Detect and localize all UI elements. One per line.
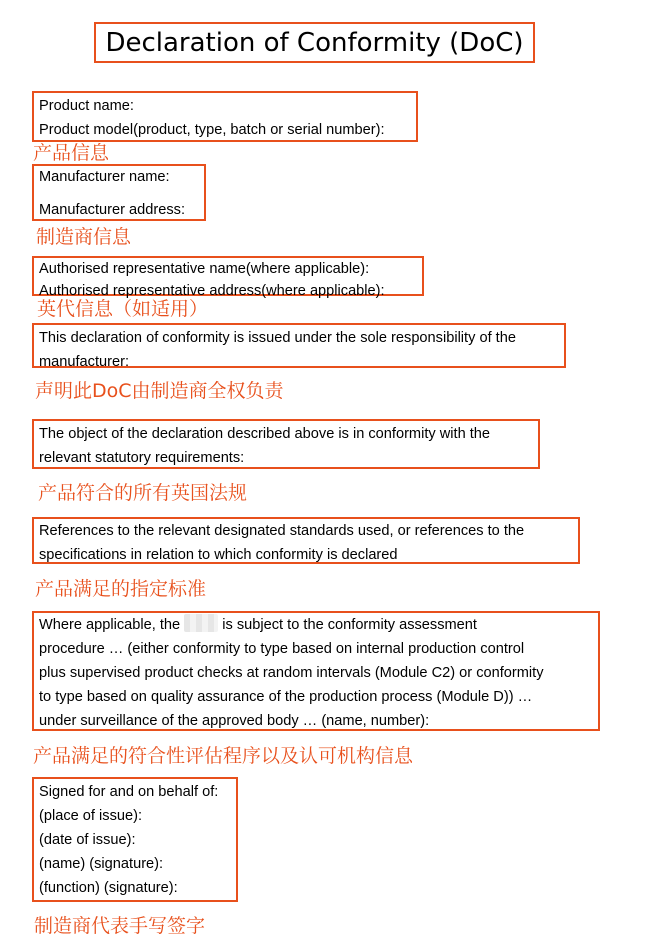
manufacturer-name-label: Manufacturer name: [39, 169, 170, 185]
assessment-line-1-after: is subject to the conformity assessment [222, 617, 477, 633]
signature-box [32, 777, 238, 902]
statutory-line-2: relevant statutory requirements: [39, 450, 245, 466]
standards-line-2: specifications in relation to which conformity is declared [39, 547, 398, 563]
responsibility-box [32, 323, 566, 368]
doc-title: Declaration of Conformity (DoC) [94, 22, 535, 63]
manufacturer-box [32, 164, 206, 221]
assessment-note: 产品满足的符合性评估程序以及认可机构信息 [33, 745, 414, 767]
product-info-box [32, 91, 418, 142]
responsibility-line-2: manufacturer: [39, 354, 130, 370]
signature-note: 制造商代表手写签字 [34, 915, 206, 937]
product-name-label: Product name: [39, 98, 134, 114]
assessment-line-3: plus supervised product checks at random intervals (Module C2) or conformity [39, 665, 544, 681]
product-model-label: Product model(product, type, batch or serial number): [39, 122, 385, 138]
authorised-rep-note: 英代信息（如适用） [37, 298, 209, 320]
redacted-product-name [184, 614, 218, 632]
name-signature-label: (name) (signature): [39, 856, 164, 872]
assessment-line-1 [39, 613, 594, 637]
place-of-issue-label: (place of issue): [39, 808, 143, 824]
standards-line-1: References to the relevant designated standards used, or references to the [39, 523, 525, 539]
responsibility-note: 声明此DoC由制造商全权负责 [35, 380, 284, 402]
function-signature-label: (function) (signature): [39, 880, 178, 896]
responsibility-line-1: This declaration of conformity is issued under the sole responsibility of the [39, 330, 516, 346]
authorised-rep-address-label: Authorised representative address(where applicable): [39, 283, 385, 299]
manufacturer-note: 制造商信息 [36, 226, 132, 248]
authorised-rep-name-label: Authorised representative name(where applicable): [39, 261, 370, 277]
assessment-line-2: procedure … (either conformity to type based on internal production control [39, 641, 525, 657]
statutory-line-1: The object of the declaration described above is in conformity with the [39, 426, 491, 442]
date-of-issue-label: (date of issue): [39, 832, 136, 848]
assessment-line-5: under surveillance of the approved body … (name, number): [39, 713, 430, 729]
standards-note: 产品满足的指定标准 [35, 578, 207, 600]
authorised-rep-box [32, 256, 424, 299]
assessment-box [32, 611, 600, 731]
statutory-note: 产品符合的所有英国法规 [38, 482, 248, 504]
product-info-note: 产品信息 [33, 142, 110, 164]
statutory-box [32, 419, 540, 469]
signed-on-behalf-label: Signed for and on behalf of: [39, 784, 219, 800]
standards-box [32, 517, 580, 564]
manufacturer-address-label: Manufacturer address: [39, 202, 186, 218]
assessment-line-4: to type based on quality assurance of the production process (Module D)) … [39, 689, 533, 705]
assessment-line-1-before: Where applicable, the [39, 617, 181, 633]
